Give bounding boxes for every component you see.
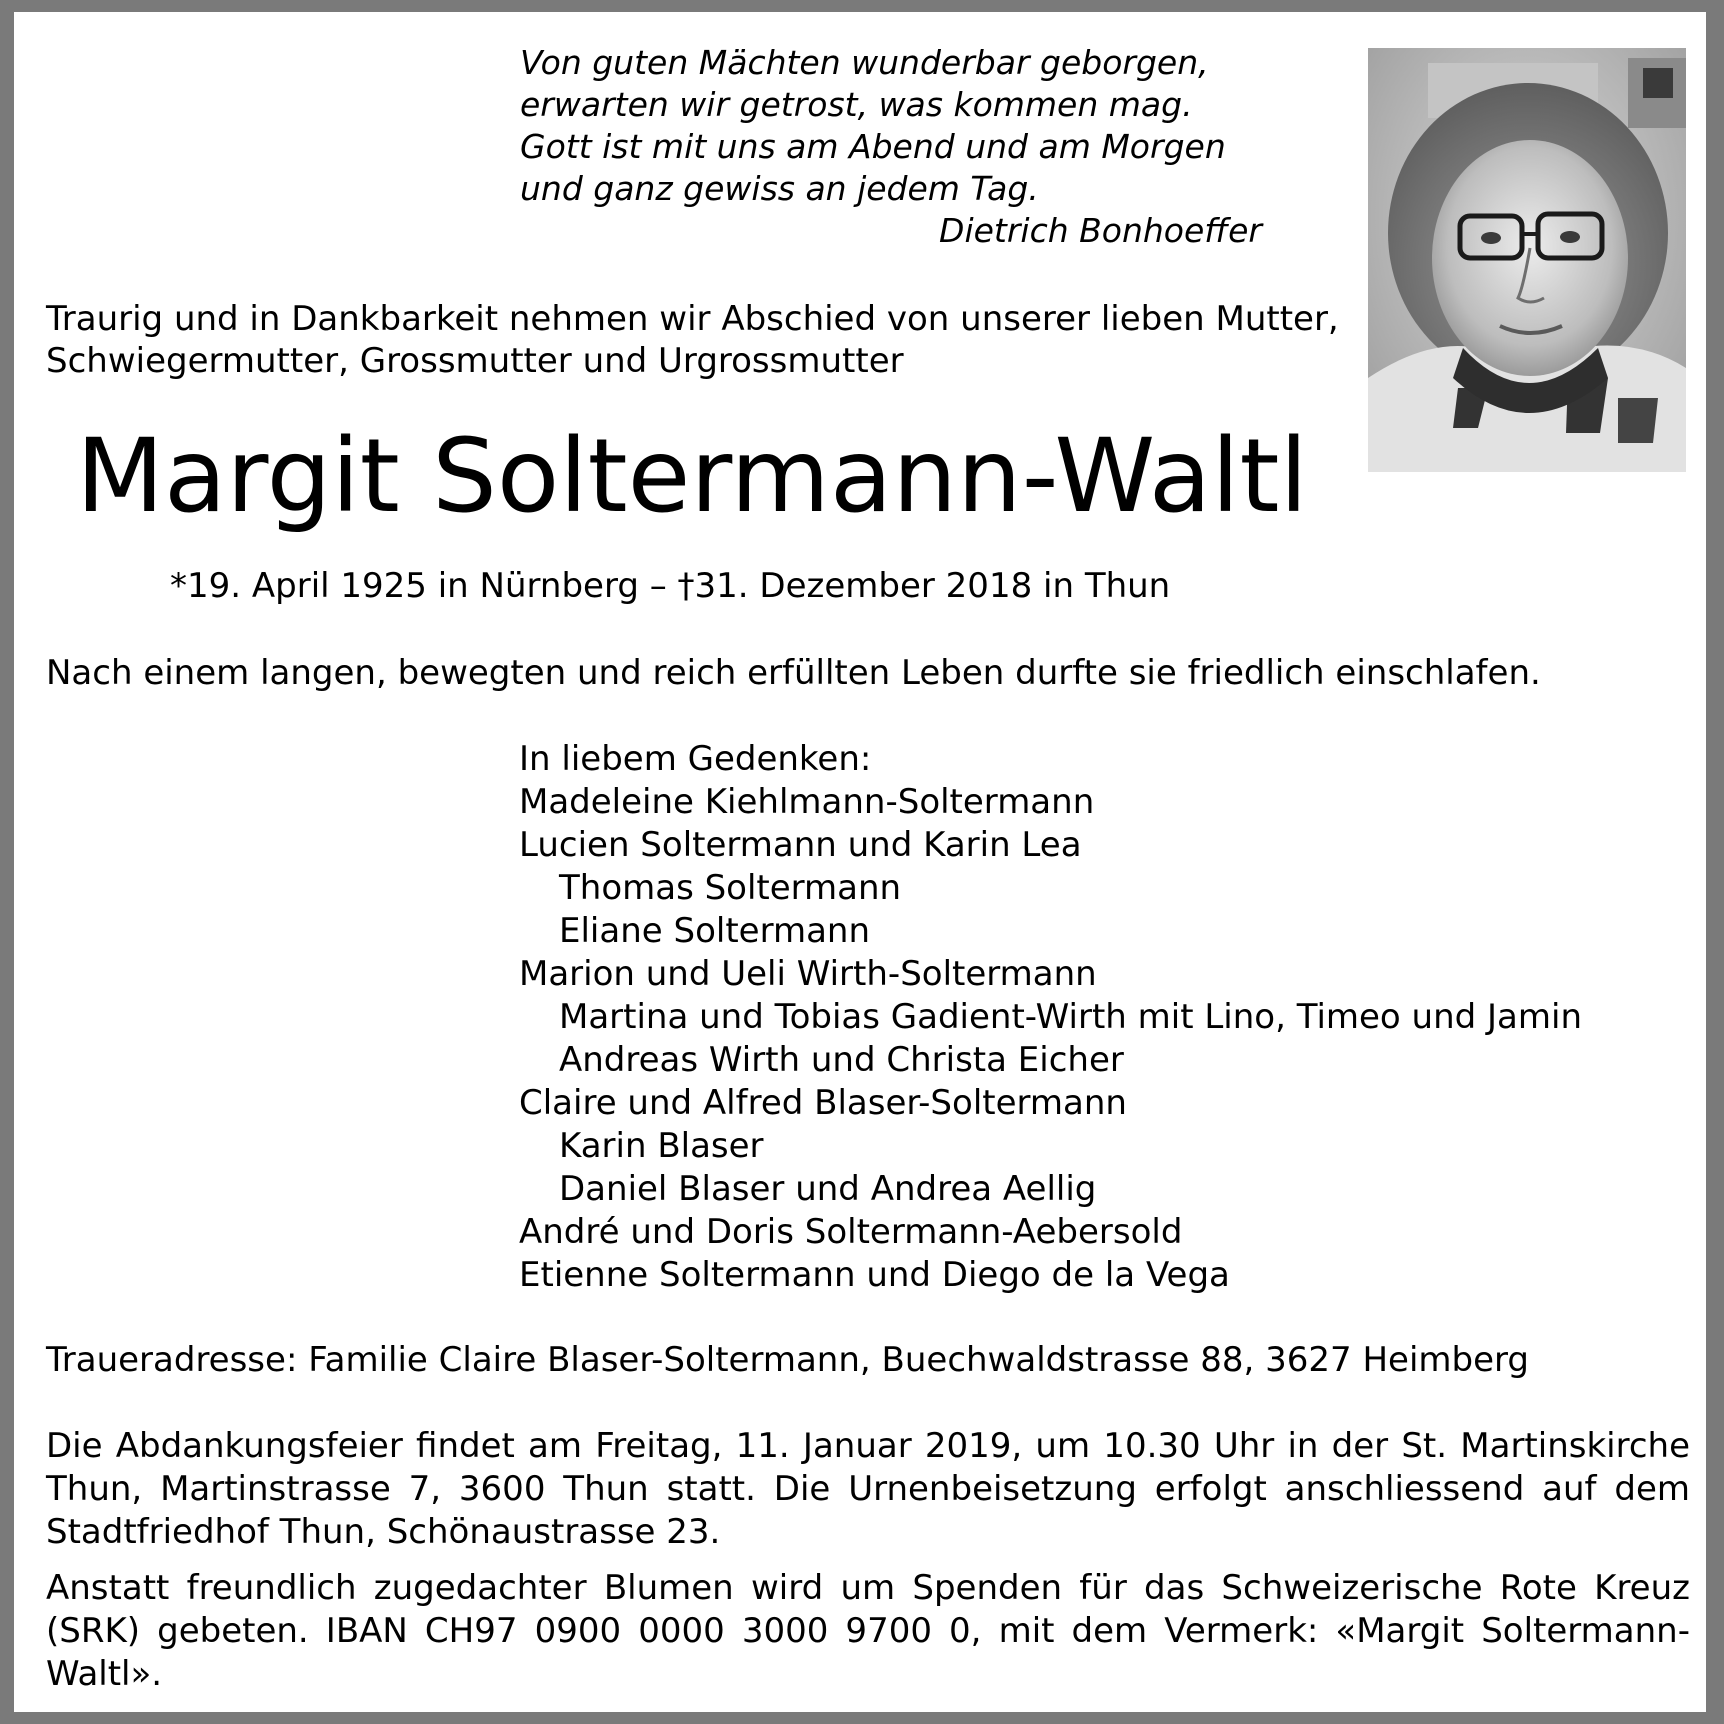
quote-line: und ganz gewiss an jedem Tag. [520, 169, 1039, 208]
intro-line: Schwiegermutter, Grossmutter und Urgrossmutter [46, 341, 904, 381]
mourner-entry: Lucien Soltermann und Karin Lea [519, 825, 1082, 865]
farewell-intro [46, 298, 1339, 382]
mourning-address: Traueradresse: Familie Claire Blaser-Soltermann, Buechwaldstrasse 88, 3627 Heimberg [46, 1340, 1529, 1380]
mourner-entry: Madeleine Kiehlmann-Soltermann [519, 782, 1095, 822]
deceased-name: Margit Soltermann-Waltl [76, 417, 1308, 536]
life-statement: Nach einem langen, bewegten und reich erfüllten Leben durfte sie friedlich einschlafen. [46, 653, 1541, 693]
intro-line: Traurig und in Dankbarkeit nehmen wir Abschied von unserer lieben Mutter, [46, 299, 1339, 339]
bonhoeffer-quote [520, 42, 1226, 210]
quote-line: Gott ist mit uns am Abend und am Morgen [520, 127, 1226, 166]
mourner-entry: Karin Blaser [559, 1126, 764, 1166]
donation-info: Anstatt freundlich zugedachter Blumen wird um Spenden für das Schweizerische Rote Kreuz (SRK) gebeten. IBAN CH97 0900 0000 3000 9700 0, mit dem Vermerk: «Margit Soltermann-Waltl». [46, 1568, 1690, 1694]
quote-line: erwarten wir getrost, was kommen mag. [520, 85, 1193, 124]
ceremony-info: Die Abdankungsfeier findet am Freitag, 11. Januar 2019, um 10.30 Uhr in der St. Martinskirche Thun, Martinstrasse 7, 3600 Thun statt. Die Urnenbeisetzung erfolgt anschliessend auf dem Stadtfriedhof Thun, Schönaustrasse 23. [46, 1426, 1690, 1552]
mourners-list [519, 738, 1582, 1297]
mourner-entry: Marion und Ueli Wirth-Soltermann [519, 954, 1097, 994]
mourners-heading: In liebem Gedenken: [519, 739, 872, 779]
mourner-entry: Claire und Alfred Blaser-Soltermann [519, 1083, 1127, 1123]
portrait-photo [1368, 48, 1686, 472]
mourner-entry: André und Doris Soltermann-Aebersold [519, 1212, 1183, 1252]
mourner-entry: Thomas Soltermann [559, 868, 902, 908]
mourner-entry: Daniel Blaser und Andrea Aellig [559, 1169, 1097, 1209]
mourner-entry: Martina und Tobias Gadient-Wirth mit Lino, Timeo und Jamin [559, 997, 1583, 1037]
mourner-entry: Andreas Wirth und Christa Eicher [559, 1040, 1124, 1080]
mourner-entry: Etienne Soltermann und Diego de la Vega [519, 1255, 1230, 1295]
life-dates: *19. April 1925 in Nürnberg – †31. Dezember 2018 in Thun [170, 566, 1171, 606]
mourner-entry: Eliane Soltermann [559, 911, 870, 951]
quote-line: Von guten Mächten wunderbar geborgen, [520, 43, 1209, 82]
quote-author: Dietrich Bonhoeffer [939, 211, 1262, 250]
